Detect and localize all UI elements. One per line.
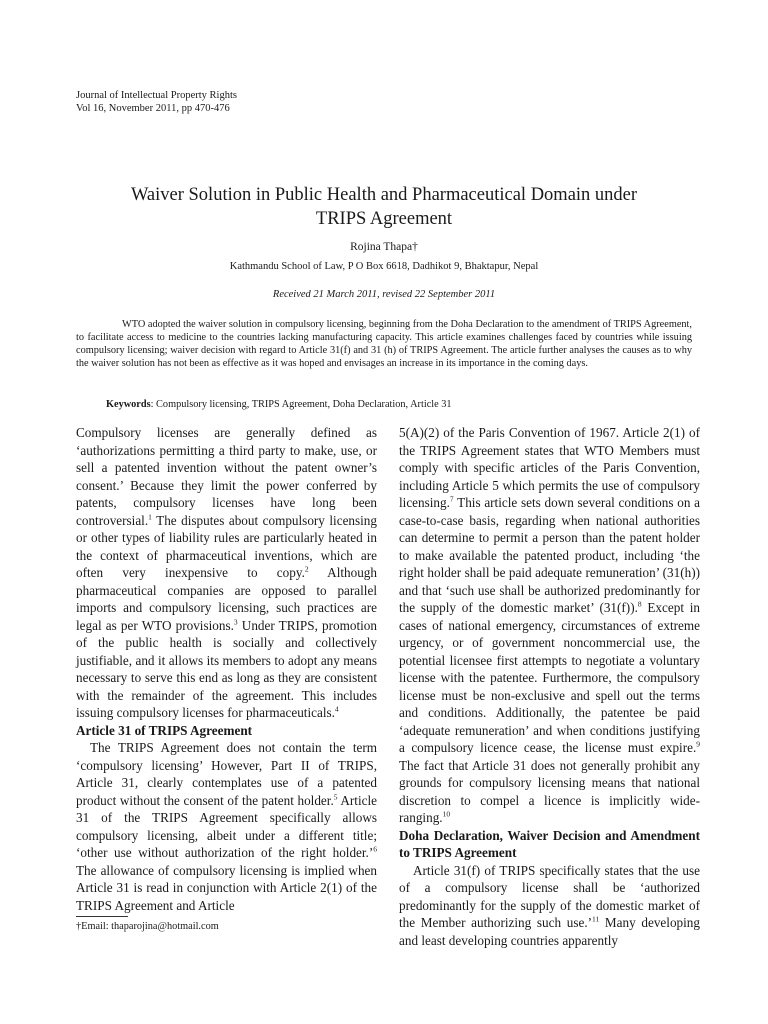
journal-issue: Vol 16, November 2011, pp 470-476: [76, 103, 230, 114]
body-text: Under TRIPS, promotion of the public health is socially and collectively justifiable, and it allows its members to adopt any means necessary to serve this end as long as they are consistent with the remainder of the agreement. This includes issuing compulsory licenses for pharmaceuticals.: [76, 617, 377, 720]
journal-header: [76, 89, 237, 115]
keywords: [106, 399, 452, 410]
footnote-email: †Email: thaparojina@hotmail.com: [76, 921, 219, 932]
body-text: Article 31(f) of TRIPS specifically states that the use of a compulsory license shall be ‘authorized predominantly for the supply of the domestic market of the Member authorizing such use.’: [399, 862, 700, 930]
body-text: Many developing and least developing countries apparently: [399, 915, 700, 948]
body-text: Although pharmaceutical companies are opposed to parallel imports and compulsory licensing, such practices are legal as per WTO provisions.: [76, 565, 377, 633]
reference-mark: 9: [696, 739, 700, 749]
footnote-divider: [76, 916, 128, 917]
reference-mark: 5: [333, 792, 338, 802]
body-text: Except in cases of national emergency, circumstances of extreme urgency, or of government noncommercial use, the potential licensee first attempts to negotiate a voluntary license with the patentee. Furthermore, the compulsory license must be non-exclusive and spell out the terms and conditions. Additionally, the patentee be paid ‘adequate remuneration’ and when conditions justifying a compulsory licence cease, the license must expire.: [399, 600, 700, 755]
body-text: The allowance of compulsory licensing is implied when Article 31 is read in conjunction with Article 2(1) of the TRIPS Agreement and Article: [76, 862, 377, 913]
reference-mark: 8: [637, 599, 642, 609]
body-column-left: [76, 424, 377, 914]
abstract: WTO adopted the waiver solution in compulsory licensing, beginning from the Doha Declaration to the amendment of TRIPS Agreement, to facilitate access to medicine to the countries lacking manufacturing capacity. This article examines challenges faced by countries while issuing compulsory licensing; waiver decision with regard to Article 31(f) and 31 (h) of TRIPS Agreement. The article further analyses the causes as to why the waiver solution has not been as effective as it was hoped and envisages an increase in its importance in the coming days.: [76, 319, 692, 369]
body-text: The fact that Article 31 does not generally prohibit any grounds for compulsory licensing means that national discretion to compel a licence is implicitly wide-ranging.: [399, 757, 700, 825]
reference-mark: 2: [304, 564, 309, 574]
reference-mark: 7: [449, 494, 454, 504]
body-paragraph: [76, 424, 377, 722]
section-heading: Doha Declaration, Waiver Decision and Amendment to TRIPS Agreement: [399, 827, 700, 860]
keywords-text: : Compulsory licensing, TRIPS Agreement, Doha Declaration, Article 31: [150, 399, 452, 410]
keywords-label: Keywords: [106, 399, 151, 410]
journal-name: Journal of Intellectual Property Rights: [76, 90, 237, 101]
title-line-2: TRIPS Agreement: [315, 209, 453, 229]
body-paragraph: [76, 739, 377, 914]
body-text: This article sets down several conditions on a case-to-case basis, regarding when national authorities can determine to permit a person than the patent holder to make available the patented product, including ‘the right holder shall be paid adequate remuneration’ (31(h)) and that ‘such use shall be authorized predominantly for the supply of the domestic market’ (31(f)).: [399, 495, 700, 615]
reference-mark: 3: [233, 617, 238, 627]
author-affiliation: Kathmandu School of Law, P O Box 6618, Dadhikot 9, Bhaktapur, Nepal: [229, 261, 539, 272]
body-text: Article 31 of the TRIPS Agreement specifically allows compulsory licensing, albeit under a different title; ‘other use without authorization of the right holder.’: [76, 792, 377, 860]
body-paragraph: [399, 424, 700, 827]
reference-mark: 10: [442, 809, 451, 819]
section-heading: Article 31 of TRIPS Agreement: [76, 722, 253, 738]
reference-mark: 6: [373, 844, 377, 854]
author-name: Rojina Thapa†: [350, 241, 418, 253]
body-text: The disputes about compulsory licensing or other types of liability rules are particularly heated in the context of pharmaceutical inventions, which are often very inexpensive to copy.: [76, 512, 377, 580]
reference-mark: 4: [334, 704, 339, 714]
body-paragraph: [399, 862, 700, 950]
paper-title: [60, 183, 708, 231]
body-column-right: [399, 424, 700, 949]
reference-mark: 11: [592, 914, 600, 924]
title-line-1: Waiver Solution in Public Health and Pharmaceutical Domain under: [130, 185, 638, 205]
body-text: Compulsory licenses are generally defined as ‘authorizations permitting a third party to make, use, or sell a patented invention without the patent owner’s consent.’ Because they limit the power conferred by patents, compulsory licenses have long been controversial.: [76, 425, 377, 528]
body-text: The TRIPS Agreement does not contain the term ‘compulsory licensing’ However, Part II of TRIPS, Article 31, clearly contemplates use of a patented product without the consent of the patent holder.: [76, 740, 377, 808]
body-text: 5(A)(2) of the Paris Convention of 1967. Article 2(1) of the TRIPS Agreement states that WTO Members must comply with specific articles of the Paris Convention, including Article 5 which permits the use of compulsory licensing.: [399, 425, 700, 510]
reference-mark: 1: [148, 512, 152, 522]
received-dates: Received 21 March 2011, revised 22 September 2011: [272, 289, 496, 300]
